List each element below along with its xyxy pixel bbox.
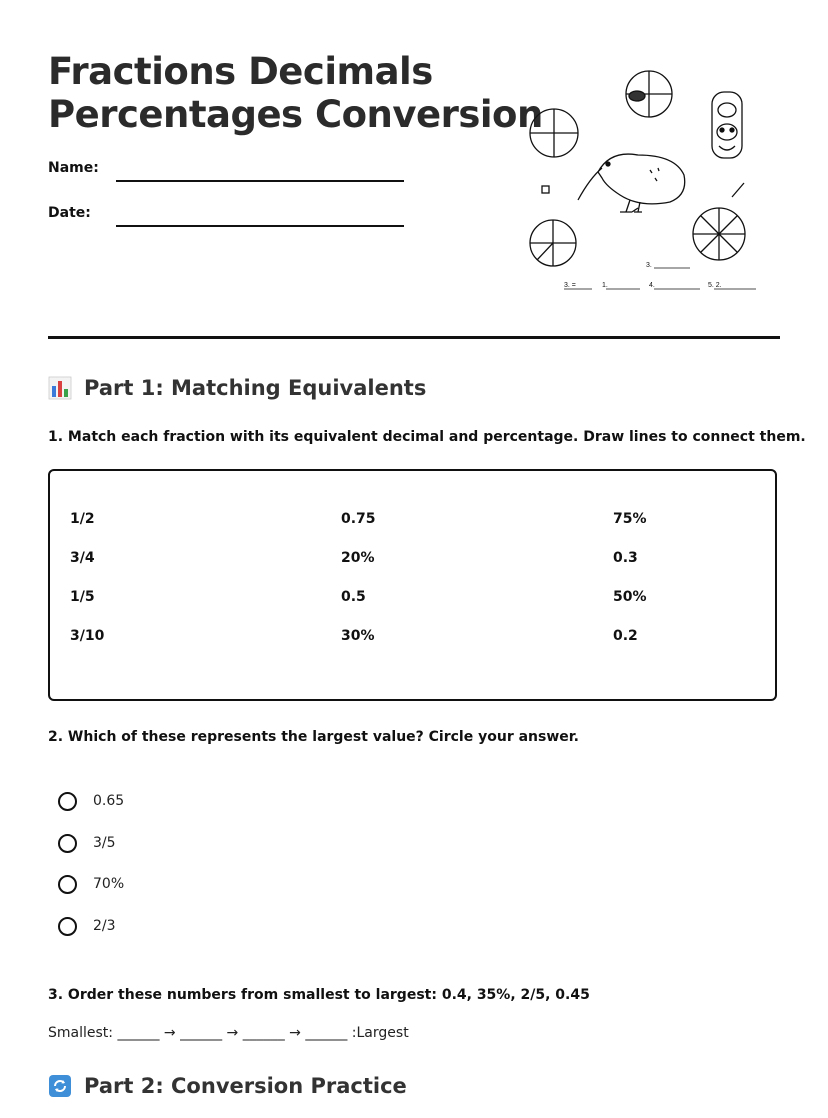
- illus-label-3eq: 3. =: [564, 282, 576, 289]
- radio-circle-icon[interactable]: [58, 792, 77, 811]
- divided-circle-icon: [530, 220, 576, 266]
- matching-row: [70, 589, 760, 609]
- radio-circle-icon[interactable]: [58, 834, 77, 853]
- percentage-item[interactable]: 0.3: [613, 550, 638, 566]
- sliced-circle-icon: [693, 208, 745, 260]
- fraction-item[interactable]: 1/5: [70, 589, 95, 605]
- fraction-item[interactable]: 3/4: [70, 550, 95, 566]
- answer-option[interactable]: [58, 789, 124, 813]
- decimal-item[interactable]: 20%: [341, 550, 375, 566]
- answer-option-label: 0.65: [93, 793, 125, 809]
- answer-option-label: 3/5: [93, 835, 116, 851]
- quartered-circle-icon: [626, 71, 672, 117]
- part1-heading-text: Part 1: Matching Equivalents: [84, 376, 427, 400]
- decimal-item[interactable]: 0.75: [341, 511, 376, 527]
- worksheet-illustration: [520, 60, 790, 300]
- part2-heading-text: Part 2: Conversion Practice: [84, 1074, 407, 1098]
- radio-circle-icon[interactable]: [58, 875, 77, 894]
- matching-row: [70, 511, 760, 531]
- slash-mark: [732, 183, 744, 197]
- page-title: [48, 50, 543, 136]
- decimal-item[interactable]: 30%: [341, 628, 375, 644]
- order-answer-line[interactable]: Smallest: ______ → ______ → ______ → ______ :Largest: [48, 1025, 409, 1041]
- question-3: 3. Order these numbers from smallest to largest: 0.4, 35%, 2/5, 0.45: [48, 987, 590, 1003]
- illus-label-3: 3.: [646, 262, 652, 269]
- quartered-circle-left-icon: [530, 109, 578, 157]
- illus-label-5-2: 5. 2.: [708, 282, 722, 289]
- matching-row: [70, 550, 760, 570]
- answer-option[interactable]: [58, 831, 116, 855]
- question-2: 2. Which of these represents the largest value? Circle your answer.: [48, 729, 579, 745]
- bar-chart-icon: [48, 376, 72, 400]
- carving-icon: [712, 92, 742, 158]
- decimal-item[interactable]: 0.5: [341, 589, 366, 605]
- answer-option[interactable]: [58, 872, 124, 896]
- percentage-item[interactable]: 0.2: [613, 628, 638, 644]
- fraction-item[interactable]: 3/10: [70, 628, 105, 644]
- illus-label-1: 1.: [602, 282, 608, 289]
- date-field[interactable]: [116, 225, 404, 227]
- answer-option[interactable]: [58, 914, 116, 938]
- radio-circle-icon[interactable]: [58, 917, 77, 936]
- name-field[interactable]: [116, 180, 404, 182]
- refresh-icon: [48, 1074, 72, 1098]
- fraction-item[interactable]: 1/2: [70, 511, 95, 527]
- small-square-icon: [542, 186, 549, 193]
- title-line-2: Percentages Conversion: [48, 93, 543, 136]
- answer-option-label: 2/3: [93, 918, 116, 934]
- date-label: Date:: [48, 205, 91, 221]
- matching-row: [70, 628, 760, 648]
- kiwi-bird-icon: [578, 154, 685, 212]
- part2-heading: [48, 1074, 407, 1098]
- question-1: 1. Match each fraction with its equivalent decimal and percentage. Draw lines to connect them.: [48, 429, 806, 445]
- percentage-item[interactable]: 75%: [613, 511, 647, 527]
- part1-heading: [48, 376, 426, 400]
- illus-label-4: 4.: [649, 282, 655, 289]
- section-divider: [48, 336, 780, 339]
- percentage-item[interactable]: 50%: [613, 589, 647, 605]
- matching-box: [48, 469, 777, 701]
- title-line-1: Fractions Decimals: [48, 50, 433, 93]
- name-label: Name:: [48, 160, 99, 176]
- answer-option-label: 70%: [93, 876, 125, 892]
